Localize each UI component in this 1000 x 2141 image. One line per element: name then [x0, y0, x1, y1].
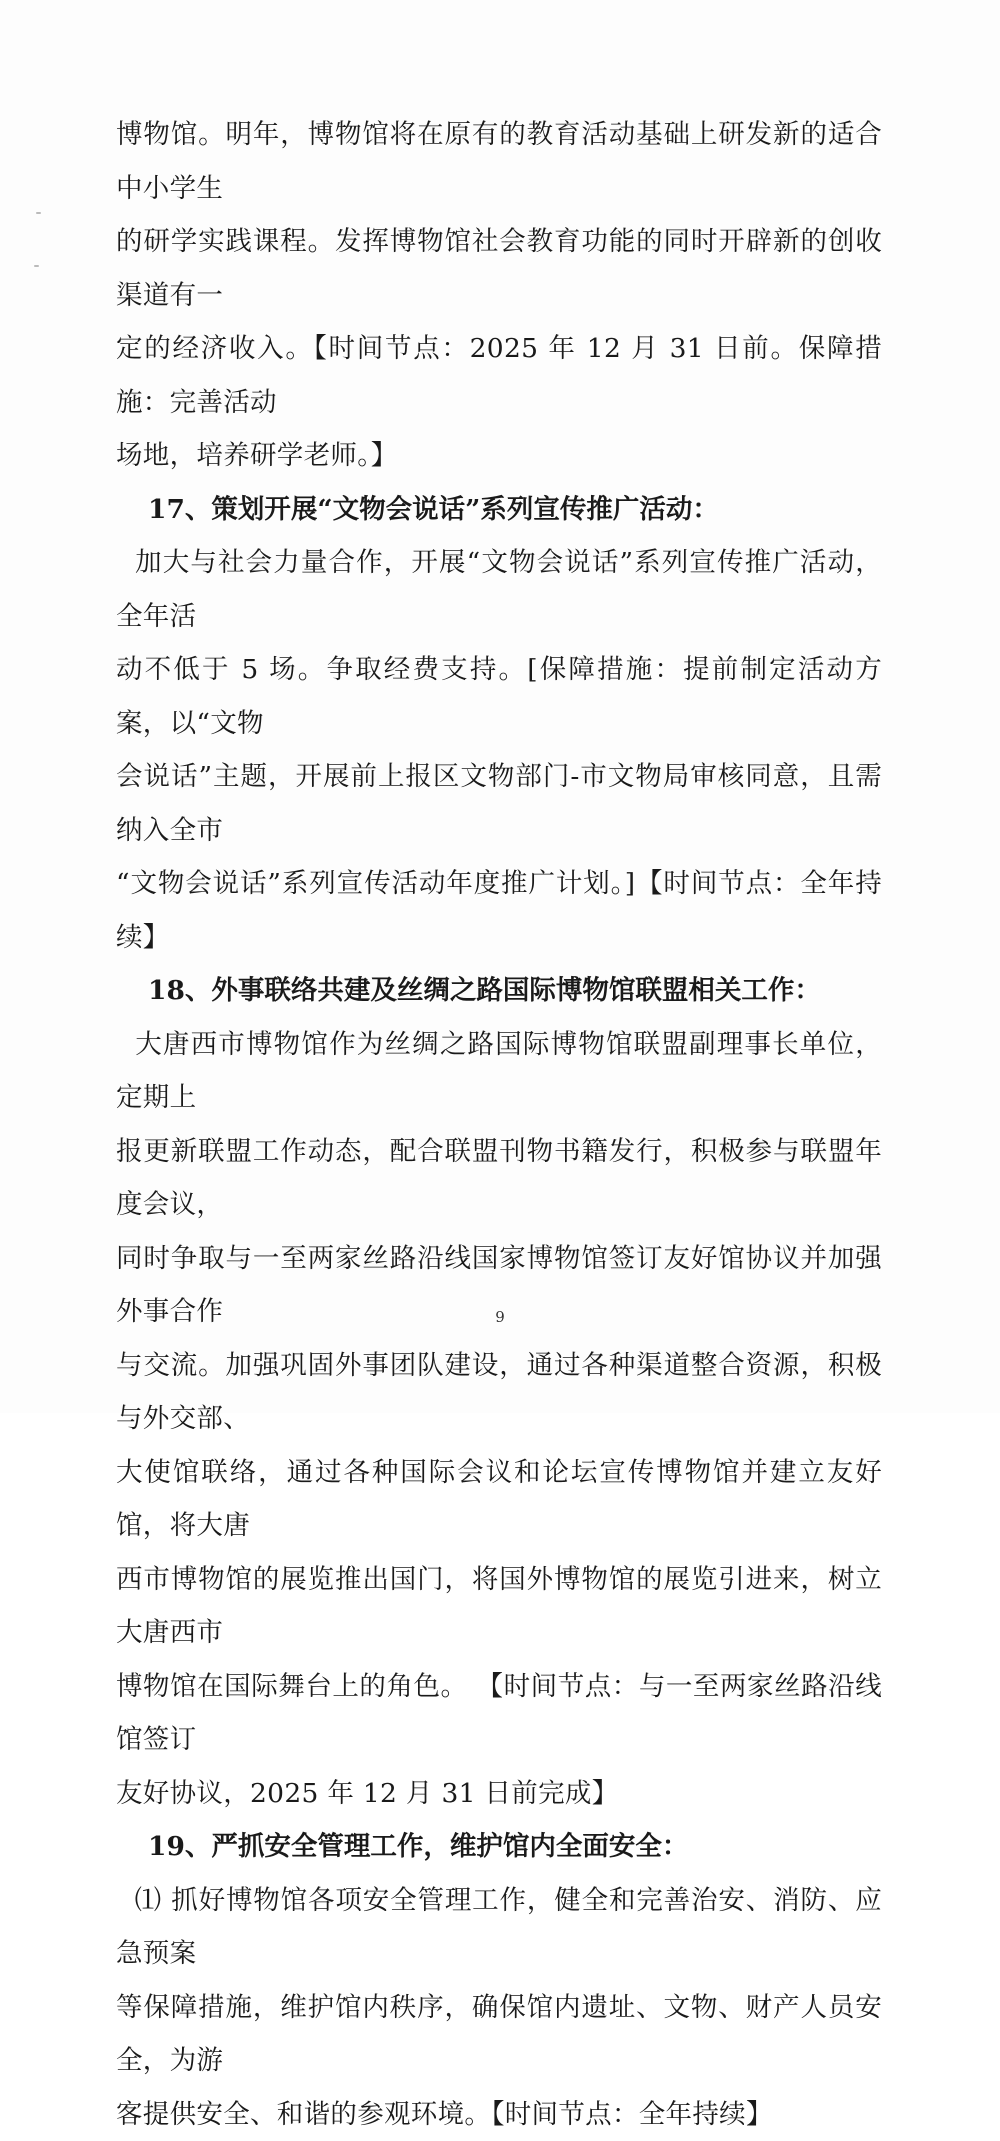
section-18-paragraph — [116, 1018, 882, 1821]
text-line: 动不低于 5 场。争取经费支持。[保障措施：提前制定活动方案，以“文物 — [116, 654, 882, 739]
text-line: 加大与社会力量合作，开展“文物会说话”系列宣传推广活动，全年活 — [116, 547, 882, 632]
text-line: 会说话”主题，开展前上报区文物部门-市文物局审核同意，且需纳入全市 — [116, 761, 882, 846]
text-line: 博物馆。明年，博物馆将在原有的教育活动基础上研发新的适合中小学生 — [116, 119, 882, 204]
text-line: 的研学实践课程。发挥博物馆社会教育功能的同时开辟新的创收渠道有一 — [116, 226, 882, 311]
section-17-paragraph — [116, 536, 882, 964]
text-line: 博物馆在国际舞台上的角色。 【时间节点：与一至两家丝路沿线馆签订 — [116, 1671, 882, 1756]
scan-mark — [34, 265, 39, 267]
text-line: 大唐西市博物馆作为丝绸之路国际博物馆联盟副理事长单位，定期上 — [116, 1029, 882, 1114]
text-line: 定的经济收入。【时间节点：2025 年 12 月 31 日前。保障措施：完善活动 — [116, 333, 882, 418]
section-heading-18: 18、外事联络共建及丝绸之路国际博物馆联盟相关工作： — [116, 964, 882, 1018]
text-line: 与交流。加强巩固外事团队建设，通过各种渠道整合资源，积极与外交部、 — [116, 1350, 882, 1435]
text-line: 同时争取与一至两家丝路沿线国家博物馆签订友好馆协议并加强外事合作 — [116, 1243, 882, 1328]
text-line: 友好协议，2025 年 12 月 31 日前完成】 — [116, 1778, 619, 1809]
text-line: 场地，培养研学老师。】 — [116, 440, 398, 471]
section-19-item-1-paragraph — [116, 1874, 882, 2141]
text-line: 等保障措施，维护馆内秩序，确保馆内遗址、文物、财产人员安全，为游 — [116, 1992, 882, 2077]
section-heading-19: 19、严抓安全管理工作，维护馆内全面安全： — [116, 1820, 882, 1874]
text-line: 西市博物馆的展览推出国门，将国外博物馆的展览引进来，树立大唐西市 — [116, 1564, 882, 1649]
section-heading-17: 17、策划开展“文物会说话”系列宣传推广活动： — [116, 483, 882, 537]
text-line: 报更新联盟工作动态，配合联盟刊物书籍发行，积极参与联盟年度会议， — [116, 1136, 882, 1221]
scan-mark — [36, 212, 41, 214]
text-line: ⑴ 抓好博物馆各项安全管理工作，健全和完善治安、消防、应急预案 — [116, 1885, 882, 1970]
text-line: 大使馆联络，通过各种国际会议和论坛宣传博物馆并建立友好馆，将大唐 — [116, 1457, 882, 1542]
text-line: “文物会说话”系列宣传活动年度推广计划。]【时间节点：全年持续】 — [116, 868, 882, 953]
page-content — [116, 108, 882, 2141]
continuation-paragraph — [116, 108, 882, 483]
text-line: 客提供安全、和谐的参观环境。【时间节点：全年持续】 — [116, 2099, 773, 2130]
page-number: 9 — [0, 1308, 1000, 1326]
